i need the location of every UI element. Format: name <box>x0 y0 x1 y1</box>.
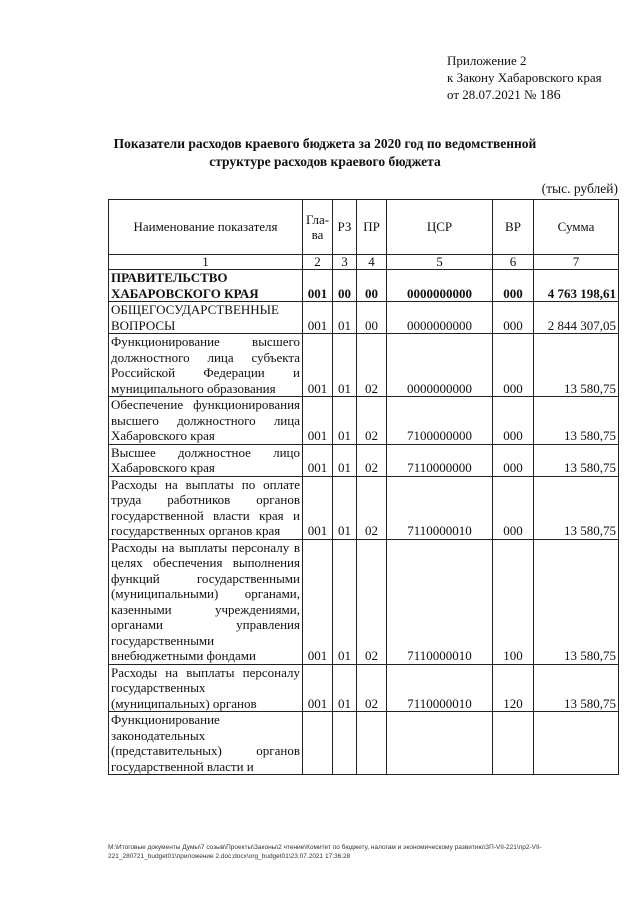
table-row <box>109 397 619 445</box>
row-rz: 01 <box>333 334 357 397</box>
budget-table <box>108 199 619 775</box>
row-vr: 000 <box>493 302 534 334</box>
row-glava: 001 <box>303 444 333 476</box>
row-vr: 000 <box>493 334 534 397</box>
row-pr: 02 <box>357 476 387 539</box>
table-row <box>109 476 619 539</box>
row-name: Расходы на выплаты персоналу в целях обеспечения выполнения функций государственными (муниципальными) органами, казенными учреждениями, органами управления государственными внебюджетными фондами <box>109 539 303 664</box>
row-csr: 7110000000 <box>387 444 493 476</box>
appendix-date: от 28.07.2021 № <box>447 87 537 102</box>
row-csr: 7100000000 <box>387 397 493 445</box>
header-row <box>109 200 619 255</box>
row-csr: 0000000000 <box>387 334 493 397</box>
index-cell: 4 <box>357 255 387 270</box>
row-csr: 0000000000 <box>387 302 493 334</box>
row-rz: 00 <box>333 270 357 302</box>
table-row <box>109 444 619 476</box>
appendix-line3 <box>447 86 602 104</box>
table-row <box>109 712 619 775</box>
row-sum: 13 580,75 <box>534 444 619 476</box>
row-name: ОБЩЕГОСУДАРСТВЕННЫЕ ВОПРОСЫ <box>109 302 303 334</box>
table-row <box>109 664 619 712</box>
appendix-block <box>447 52 602 104</box>
row-pr: 02 <box>357 334 387 397</box>
row-glava: 001 <box>303 270 333 302</box>
file-path-footer: М:\Итоговые документы Думы\7 созыв\Проекты\Законы\2 чтение\Комитет по бюджету, налогам и экономическому развитию\ЗП-VII-221\пр2-VII-221_280721_budget01\приложение 2.doc;docx\org_budget01\23.07.2021 17:36:28 <box>108 844 542 860</box>
header-glava: Гла-ва <box>303 200 333 255</box>
row-pr: 02 <box>357 664 387 712</box>
header-pr: ПР <box>357 200 387 255</box>
row-sum: 2 844 307,05 <box>534 302 619 334</box>
row-pr: 02 <box>357 444 387 476</box>
row-name: Высшее должностное лицо Хабаровского края <box>109 444 303 476</box>
index-row <box>109 255 619 270</box>
row-csr: 0000000000 <box>387 270 493 302</box>
row-glava <box>303 712 333 775</box>
row-rz: 01 <box>333 476 357 539</box>
index-cell: 3 <box>333 255 357 270</box>
row-pr <box>357 712 387 775</box>
row-sum: 13 580,75 <box>534 334 619 397</box>
row-name: Обеспечение функционирования высшего должностного лица Хабаровского края <box>109 397 303 445</box>
appendix-line1: Приложение 2 <box>447 53 527 68</box>
row-vr: 000 <box>493 270 534 302</box>
header-rz: РЗ <box>333 200 357 255</box>
row-name: ПРАВИТЕЛЬСТВО ХАБАРОВСКОГО КРАЯ <box>109 270 303 302</box>
row-vr: 000 <box>493 444 534 476</box>
index-cell: 7 <box>534 255 619 270</box>
row-csr: 7110000010 <box>387 476 493 539</box>
row-pr: 02 <box>357 397 387 445</box>
row-rz: 01 <box>333 302 357 334</box>
title-line1: Показатели расходов краевого бюджета за 2020 год по ведомственной <box>113 136 537 151</box>
row-pr: 00 <box>357 270 387 302</box>
table-row <box>109 334 619 397</box>
title-line2: структуре расходов краевого бюджета <box>209 154 441 169</box>
row-name: Функционирование высшего должностного лица субъекта Российской Федерации и муниципального образования <box>109 334 303 397</box>
row-name: Расходы на выплаты по оплате труда работников органов государственной власти края и государственных органов края <box>109 476 303 539</box>
index-cell: 1 <box>109 255 303 270</box>
document-title <box>110 135 540 171</box>
row-sum: 13 580,75 <box>534 664 619 712</box>
table-row <box>109 270 619 302</box>
row-rz <box>333 712 357 775</box>
header-vr: ВР <box>493 200 534 255</box>
row-sum: 13 580,75 <box>534 539 619 664</box>
row-vr: 120 <box>493 664 534 712</box>
row-sum: 13 580,75 <box>534 476 619 539</box>
row-rz: 01 <box>333 539 357 664</box>
row-csr <box>387 712 493 775</box>
appendix-number: 186 <box>539 88 561 103</box>
row-pr: 02 <box>357 539 387 664</box>
appendix-line2: к Закону Хабаровского края <box>447 70 602 85</box>
row-glava: 001 <box>303 302 333 334</box>
table-row <box>109 302 619 334</box>
row-sum: 13 580,75 <box>534 397 619 445</box>
row-vr: 000 <box>493 397 534 445</box>
row-sum <box>534 712 619 775</box>
index-cell: 6 <box>493 255 534 270</box>
row-glava: 001 <box>303 334 333 397</box>
row-pr: 00 <box>357 302 387 334</box>
index-cell: 2 <box>303 255 333 270</box>
row-csr: 7110000010 <box>387 539 493 664</box>
row-vr: 000 <box>493 476 534 539</box>
row-glava: 001 <box>303 539 333 664</box>
row-name: Функционирование законодательных (представительных) органов государственной власти и <box>109 712 303 775</box>
row-sum: 4 763 198,61 <box>534 270 619 302</box>
header-sum: Сумма <box>534 200 619 255</box>
row-rz: 01 <box>333 664 357 712</box>
row-vr: 100 <box>493 539 534 664</box>
header-csr: ЦСР <box>387 200 493 255</box>
unit-label: (тыс. рублей) <box>541 181 618 196</box>
row-csr: 7110000010 <box>387 664 493 712</box>
header-name: Наименование показателя <box>109 200 303 255</box>
row-rz: 01 <box>333 397 357 445</box>
row-glava: 001 <box>303 476 333 539</box>
row-name: Расходы на выплаты персоналу государственных (муниципальных) органов <box>109 664 303 712</box>
row-glava: 001 <box>303 664 333 712</box>
row-rz: 01 <box>333 444 357 476</box>
row-vr <box>493 712 534 775</box>
index-cell: 5 <box>387 255 493 270</box>
row-glava: 001 <box>303 397 333 445</box>
table-row <box>109 539 619 664</box>
